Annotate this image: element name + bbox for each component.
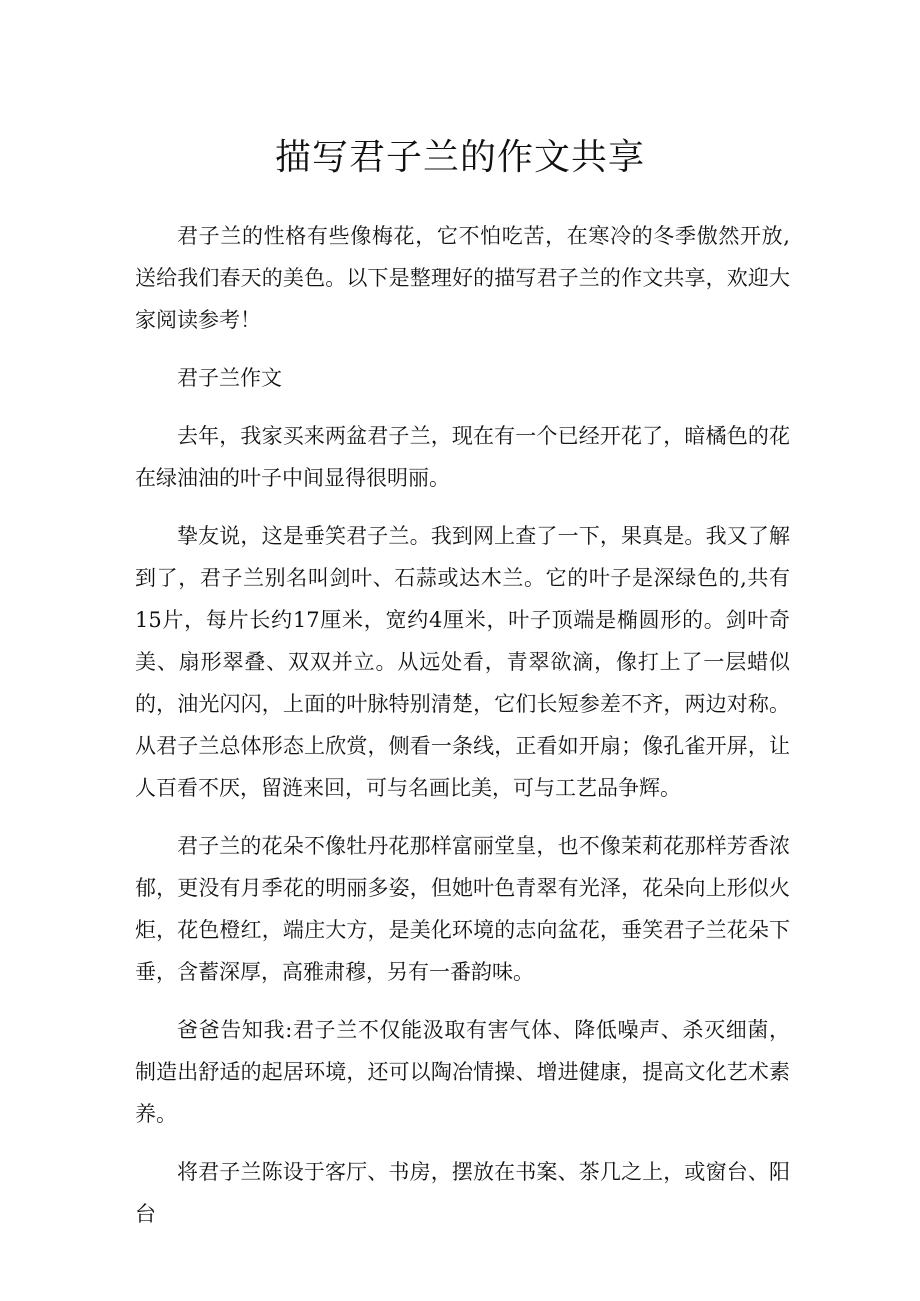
paragraph: 爸爸告知我:君子兰不仅能汲取有害气体、降低噪声、杀灭细菌，制造出舒适的起居环境，还可以陶冶情操、增进健康，提高文化艺术素养。 xyxy=(135,1018,790,1126)
paragraph: 挚友说，这是垂笑君子兰。我到网上查了一下，果真是。我又了解到了，君子兰别名叫剑叶、石蒜或达木兰。它的叶子是深绿色的,共有15片，每片长约17厘米，宽约4厘米，叶子顶端是椭圆形的。剑叶奇美、扇形翠叠、双双并立。从远处看，青翠欲滴，像打上了一层蜡似的，油光闪闪，上面的叶脉特别清楚，它们长短参差不齐，两边对称。从君子兰总体形态上欣赏，侧看一条线，正看如开扇；像孔雀开屏，让人百看不厌，留涟来回，可与名画比美，可与工艺品争辉。 xyxy=(135,524,790,800)
section-heading: 君子兰作文 xyxy=(177,366,282,390)
paragraph: 将君子兰陈设于客厅、书房，摆放在书案、茶几之上，或窗台、阳台 xyxy=(135,1160,790,1226)
paragraph: 君子兰的花朵不像牡丹花那样富丽堂皇，也不像茉莉花那样芳香浓郁，更没有月季花的明丽多姿，但她叶色青翠有光泽，花朵向上形似火炬，花色橙红，端庄大方，是美化环境的志向盆花，垂笑君子兰花朵下垂，含蓄深厚，高雅肃穆，另有一番韵味。 xyxy=(135,834,790,984)
document-title: 描写君子兰的作文共享 xyxy=(274,137,645,178)
document-body xyxy=(135,215,790,1251)
paragraph: 去年，我家买来两盆君子兰，现在有一个已经开花了，暗橘色的花在绿油油的叶子中间显得很明丽。 xyxy=(135,424,790,490)
paragraph-intro: 君子兰的性格有些像梅花，它不怕吃苦，在寒冷的冬季傲然开放,送给我们春天的美色。以下是整理好的描写君子兰的作文共享，欢迎大家阅读参考！ xyxy=(135,224,790,332)
